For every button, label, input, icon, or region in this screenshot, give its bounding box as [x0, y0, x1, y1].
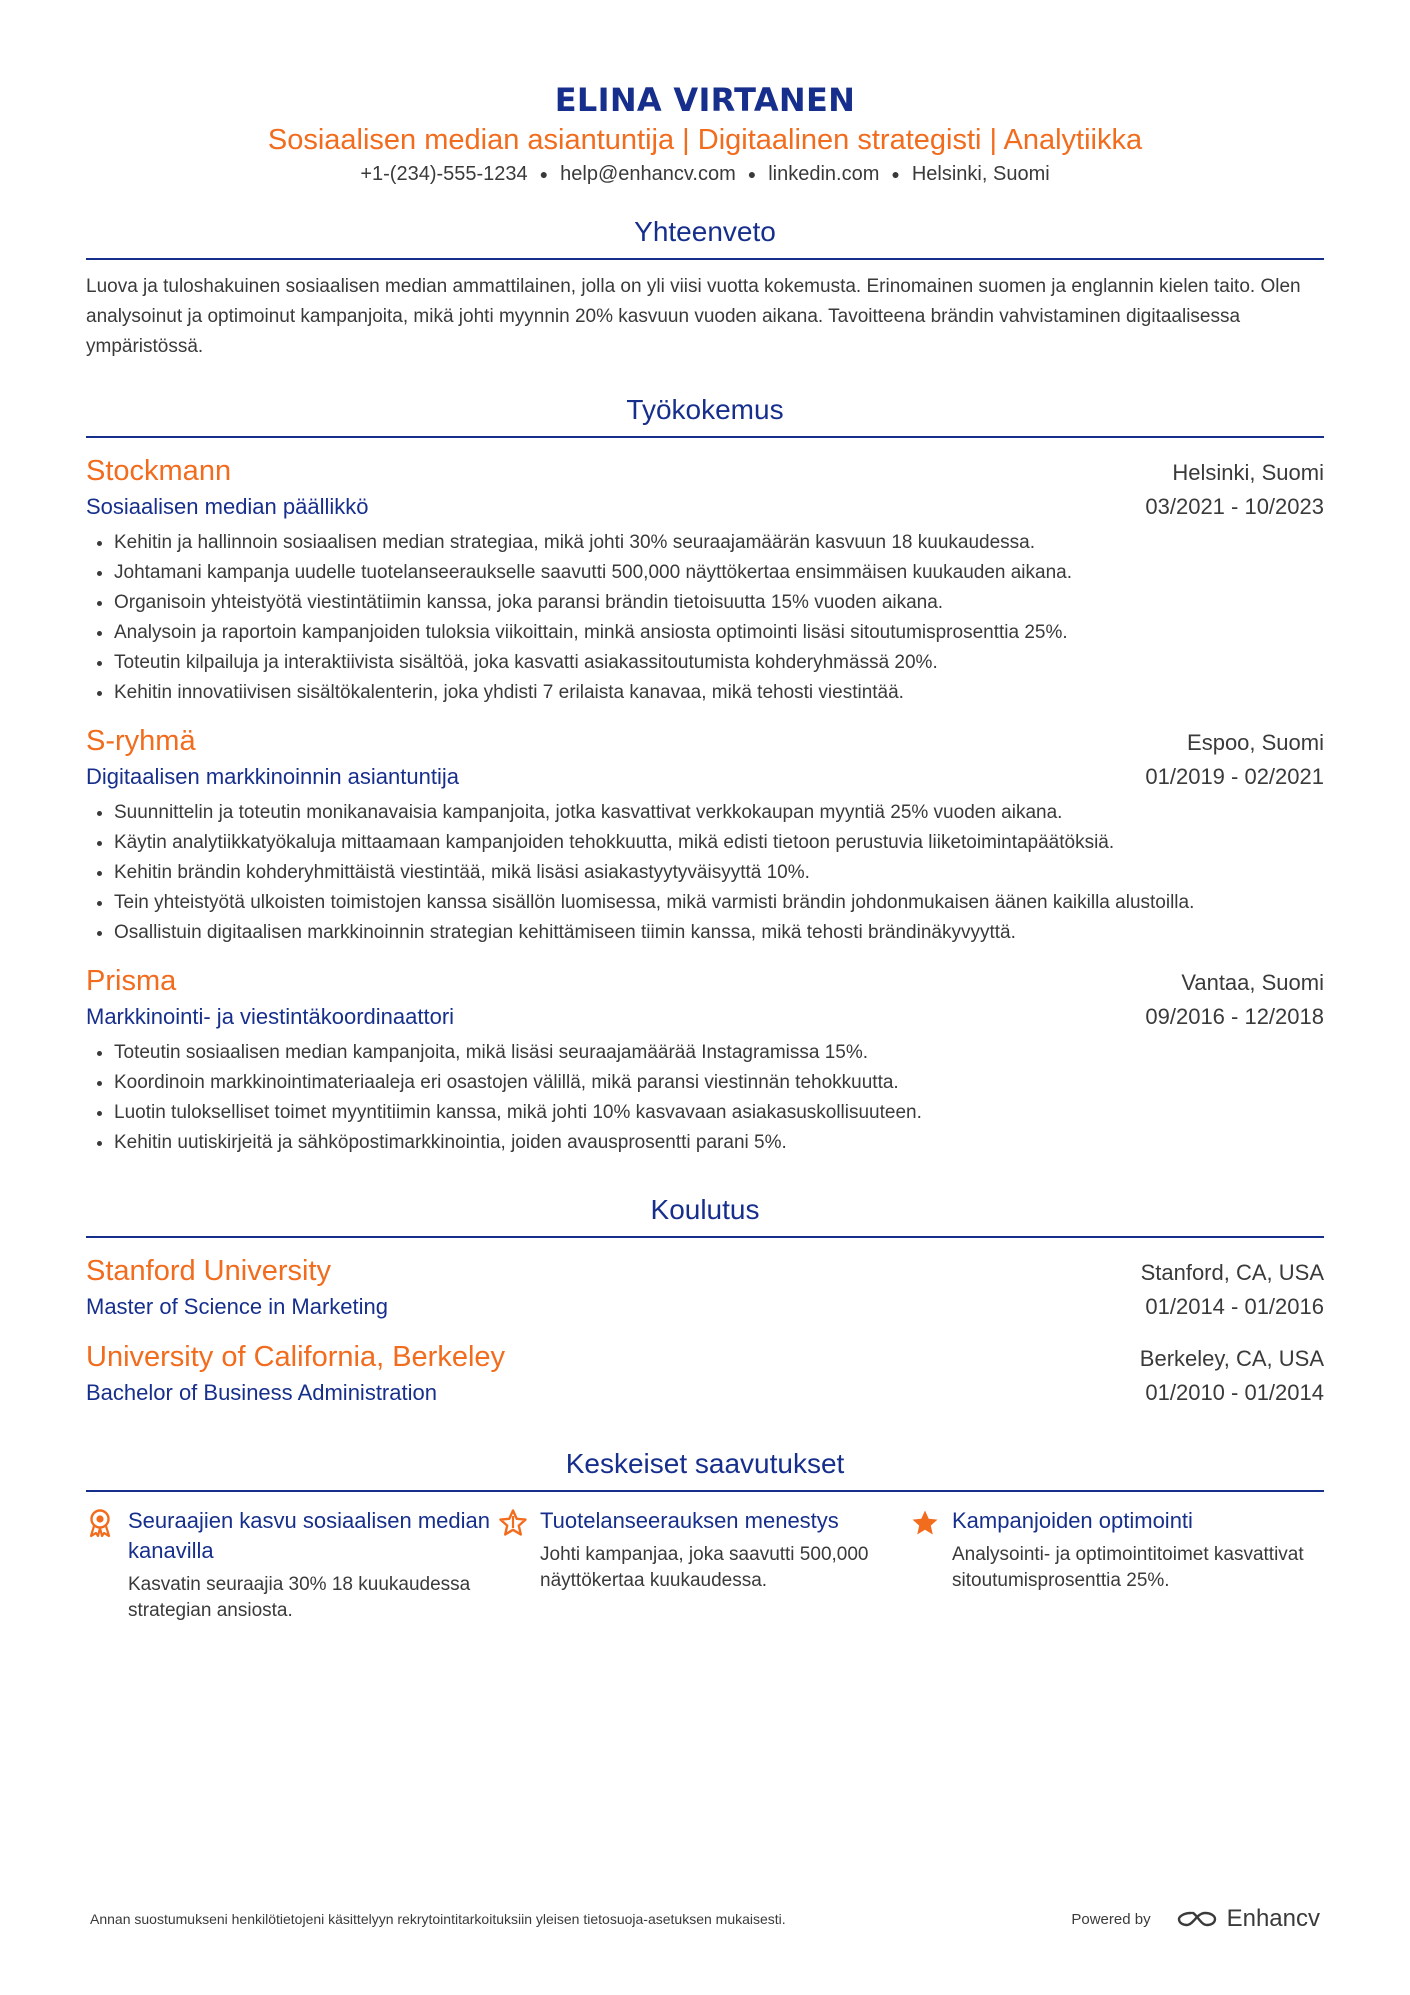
- job-location: Helsinki, Suomi: [1172, 460, 1324, 485]
- job-bullets: [86, 528, 1324, 708]
- separator-dot: ●: [539, 166, 549, 182]
- section-title-summary: Yhteenveto: [86, 214, 1324, 260]
- achievement-desc: Kasvatin seuraajia 30% 18 kuukaudessa strategian ansiosta.: [128, 1574, 471, 1621]
- section-title-education: Koulutus: [86, 1192, 1324, 1238]
- job-dates: 03/2021 - 10/2023: [1145, 494, 1324, 519]
- list-item: • Toteutin kilpailuja ja interaktiivista sisältöä, joka kasvatti asiakassitoutumista kohderyhmässä 20%.: [114, 648, 1324, 678]
- achievement-item: [910, 1506, 1322, 1624]
- list-item: • Kehitin innovatiivisen sisältökalenterin, joka yhdisti 7 erilaista kanavaa, mikä tehosti viestintää.: [114, 678, 1324, 708]
- section-title-achievements: Keskeiset saavutukset: [86, 1446, 1324, 1492]
- school-name: University of California, Berkeley: [86, 1341, 506, 1373]
- achievements-grid: [86, 1506, 1324, 1624]
- summary-text: Luova ja tuloshakuinen sosiaalisen median ammattilainen, jolla on yli viisi vuotta kokemusta. Erinomainen suomen ja englannin kielen taito. Olen analysoinut ja optimoinut kampanjoita, mikä johti myynnin 20% kasvuun vuoden aikana. Tavoitteena brändin vahvistaminen digitaalisessa ympäristössä.: [86, 276, 1301, 357]
- brand-logo[interactable]: [1175, 1905, 1320, 1933]
- brand-name: Enhancv: [1226, 1905, 1320, 1932]
- job-company: Prisma: [86, 965, 177, 997]
- list-item: • Organisoin yhteistyötä viestintätiimin kanssa, joka paransi brändin tietoisuutta 15% vuoden aikana.: [114, 588, 1324, 618]
- achievement-title: Kampanjoiden optimointi: [952, 1508, 1193, 1533]
- job-entry: [86, 962, 1324, 1158]
- school-location: Berkeley, CA, USA: [1139, 1346, 1324, 1371]
- list-item: • Luotin tulokselliset toimet myyntitiimin kanssa, mikä johti 10% kasvavaan asiakasuskollisuuteen.: [114, 1098, 1324, 1128]
- contact-location: Helsinki, Suomi: [911, 163, 1050, 185]
- job-dates: 01/2019 - 02/2021: [1145, 764, 1324, 789]
- list-item: • Toteutin sosiaalisen median kampanjoita, mikä lisäsi seuraajamäärää Instagramissa 15%.: [114, 1038, 1324, 1068]
- education-entry: [86, 1338, 1324, 1410]
- list-item: • Analysoin ja raportoin kampanjoiden tuloksia viikoittain, minkä ansiosta optimointi lisäsi sitoutumisprosenttia 25%.: [114, 618, 1324, 648]
- job-location: Espoo, Suomi: [1187, 730, 1324, 755]
- powered-by-label: Powered by: [1071, 1910, 1151, 1928]
- job-bullets: [86, 1038, 1324, 1158]
- achievements-section: [86, 1446, 1324, 1624]
- contact-email[interactable]: help@enhancv.com: [560, 163, 736, 185]
- list-item: • Kehitin ja hallinnoin sosiaalisen median strategiaa, mikä johti 30% seuraajamäärän kasvuun 18 kuukaudessa.: [114, 528, 1324, 558]
- list-item: • Suunnittelin ja toteutin monikanavaisia kampanjoita, jotka kasvattivat verkkokaupan myyntiä 25% vuoden aikana.: [114, 798, 1324, 828]
- achievement-item: [86, 1506, 498, 1624]
- education-section: [86, 1192, 1324, 1410]
- job-entry: [86, 452, 1324, 708]
- achievement-title: Tuotelanseerauksen menestys: [540, 1508, 839, 1533]
- award-icon: [86, 1508, 116, 1624]
- degree: Bachelor of Business Administration: [86, 1380, 437, 1405]
- job-entry: [86, 722, 1324, 948]
- job-company: S-ryhmä: [86, 725, 196, 757]
- job-role: Markkinointi- ja viestintäkoordinaattori: [86, 1004, 455, 1029]
- separator-dot: ●: [891, 166, 900, 182]
- achievement-desc: Johti kampanjaa, joka saavutti 500,000 näyttökertaa kuukaudessa.: [540, 1544, 869, 1591]
- resume-page: [86, 0, 1324, 1624]
- education-dates: 01/2014 - 01/2016: [1145, 1294, 1324, 1319]
- achievement-desc: Analysointi- ja optimointitoimet kasvattivat sitoutumisprosenttia 25%.: [952, 1544, 1304, 1591]
- school-location: Stanford, CA, USA: [1140, 1260, 1324, 1285]
- list-item: • Osallistuin digitaalisen markkinoinnin strategian kehittämiseen tiimin kanssa, mikä tehosti brändinäkyvyyttä.: [114, 918, 1324, 948]
- school-name: Stanford University: [86, 1255, 331, 1287]
- job-bullets: [86, 798, 1324, 948]
- contact-phone: +1-(234)-555-1234: [360, 163, 528, 185]
- list-item: • Koordinoin markkinointimateriaaleja eri osastojen välillä, mikä paransi viestinnän tehokkuutta.: [114, 1068, 1324, 1098]
- job-dates: 09/2016 - 12/2018: [1145, 1004, 1324, 1029]
- candidate-headline: Sosiaalisen median asiantuntija | Digitaalinen strategisti | Analytiikka: [267, 124, 1143, 156]
- achievement-content: [540, 1506, 910, 1624]
- achievement-title: Seuraajien kasvu sosiaalisen median kanavilla: [128, 1508, 490, 1563]
- experience-section: [86, 392, 1324, 1158]
- list-item: • Käytin analytiikkatyökaluja mittaamaan kampanjoiden tehokkuutta, mikä edisti tietoon perustuvia liiketoimintapäätöksiä.: [114, 828, 1324, 858]
- education-dates: 01/2010 - 01/2014: [1145, 1380, 1324, 1405]
- consent-text: Annan suostumukseni henkilötietojeni käsittelyyn rekrytointitarkoituksiin yleisen tietosuoja-asetuksen mukaisesti.: [90, 1911, 786, 1927]
- achievement-content: [952, 1506, 1322, 1624]
- star-outline-icon: [498, 1508, 528, 1624]
- enhancv-logo-icon: [1175, 1907, 1219, 1931]
- star-filled-icon: [910, 1508, 940, 1624]
- separator-dot: ●: [747, 166, 757, 182]
- resume-header: [86, 0, 1324, 188]
- education-entry: [86, 1252, 1324, 1324]
- job-role: Sosiaalisen median päällikkö: [86, 494, 369, 519]
- achievement-content: [128, 1506, 498, 1624]
- list-item: • Kehitin brändin kohderyhmittäistä viestintää, mikä lisäsi asiakastyytyväisyyttä 10%.: [114, 858, 1324, 888]
- section-title-experience: Työkokemus: [86, 392, 1324, 438]
- page-footer: [90, 1905, 1320, 1933]
- contact-line: [86, 160, 1324, 188]
- list-item: • Tein yhteistyötä ulkoisten toimistojen kanssa sisällön luomisessa, mikä varmisti brändin johdonmukaisen äänen kaikilla alustoilla.: [114, 888, 1324, 918]
- degree: Master of Science in Marketing: [86, 1294, 389, 1319]
- contact-linkedin[interactable]: linkedin.com: [768, 163, 880, 185]
- job-company: Stockmann: [86, 455, 232, 487]
- job-location: Vantaa, Suomi: [1181, 970, 1324, 995]
- powered-by[interactable]: [1071, 1905, 1320, 1933]
- list-item: • Johtamani kampanja uudelle tuotelanseeraukselle saavutti 500,000 näyttökertaa ensimmäisen kuukauden aikana.: [114, 558, 1324, 588]
- job-role: Digitaalisen markkinoinnin asiantuntija: [86, 764, 459, 789]
- achievement-item: [498, 1506, 910, 1624]
- summary-section: [86, 214, 1324, 362]
- list-item: • Kehitin uutiskirjeitä ja sähköpostimarkkinointia, joiden avausprosentti parani 5%.: [114, 1128, 1324, 1158]
- candidate-name: ELINA VIRTANEN: [554, 81, 856, 119]
